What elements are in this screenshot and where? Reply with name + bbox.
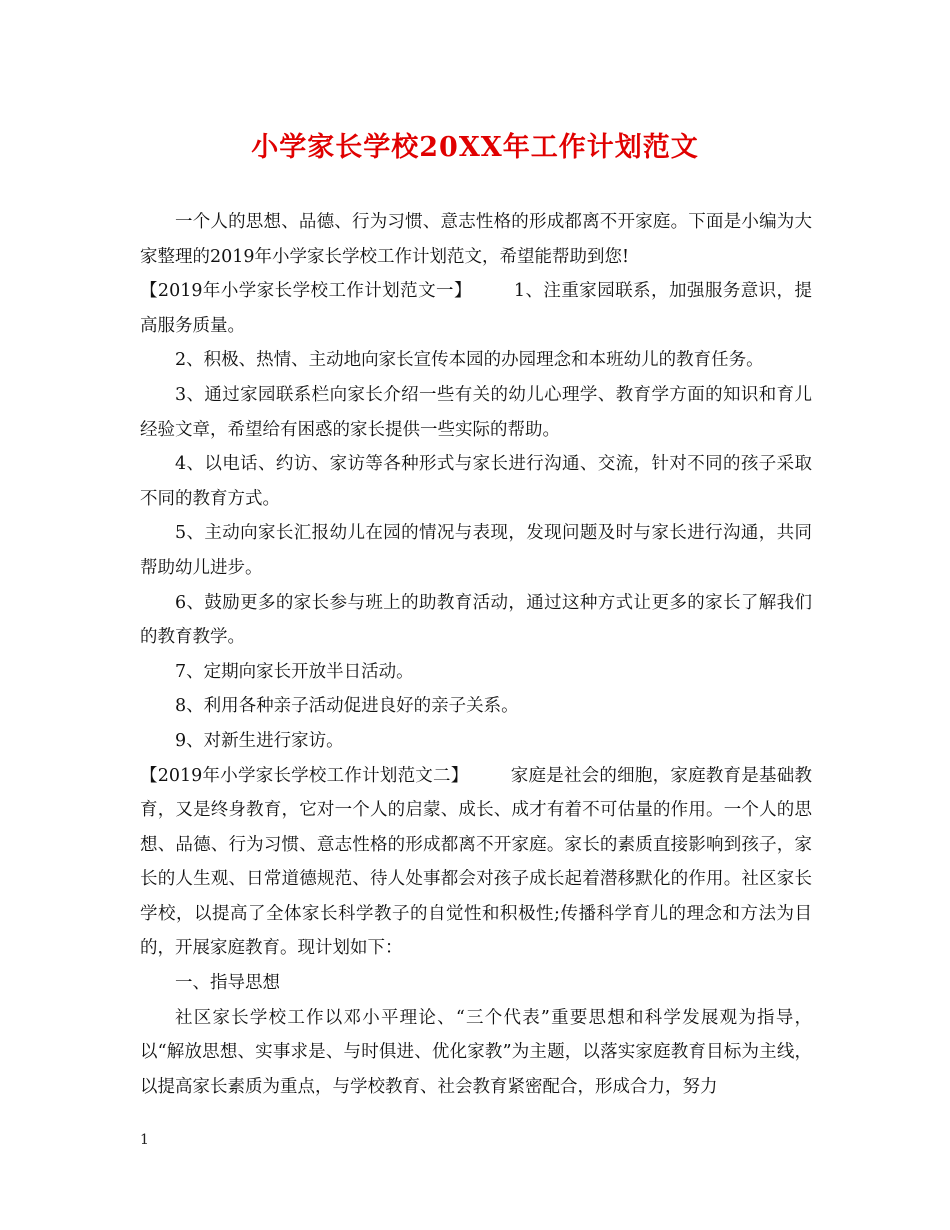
section2-heading: 【2019年小学家长学校工作计划范文二】 xyxy=(140,765,469,786)
intro-paragraph: 一个人的思想、品德、行为习惯、意志性格的形成都离不开家庭。下面是小编为大家整理的2019年小学家长学校工作计划范文，希望能帮助到您! xyxy=(140,212,812,267)
plan-item-5: 5、主动向家长汇报幼儿在园的情况与表现，发现问题及时与家长进行沟通，共同帮助幼儿进步。 xyxy=(140,523,812,578)
plan-item-9: 9、对新生进行家访。 xyxy=(175,730,344,751)
plan-item-8: 8、利用各种亲子活动促进良好的亲子关系。 xyxy=(175,696,519,717)
plan-item-4: 4、以电话、约访、家访等各种形式与家长进行沟通、交流，针对不同的孩子采取不同的教育方式。 xyxy=(140,454,812,509)
section1-heading: 【2019年小学家长学校工作计划范文一】 xyxy=(140,281,472,302)
guiding-paragraph: 社区家长学校工作以邓小平理论、“三个代表”重要思想和科学发展观为指导，以“解放思想、实事求是、与时俱进、优化家教”为主题，以落实家庭教育目标为主线，以提高家长素质为重点，与学校教育、社会教育紧密配合，形成合力，努力 xyxy=(140,1007,812,1097)
plan-item-7: 7、定期向家长开放半日活动。 xyxy=(175,661,414,682)
plan-item-1: 1、注重家园联系，加强服务意识，提高服务质量。 xyxy=(140,281,812,336)
document-title: 小学家长学校20XX年工作计划范文 xyxy=(251,132,699,163)
plan-item-6: 6、鼓励更多的家长参与班上的助教育活动，通过这种方式让更多的家长了解我们的教育教学。 xyxy=(140,592,812,648)
section2-paragraph xyxy=(140,759,812,967)
page-number: 1 xyxy=(140,1132,149,1148)
plan-item-2: 2、积极、热情、主动地向家长宣传本园的办园理念和本班幼儿的教育任务。 xyxy=(175,350,764,371)
document-body xyxy=(140,205,812,1104)
section2-text: 家庭是社会的细胞，家庭教育是基础教育，又是终身教育，它对一个人的启蒙、成长、成才有着不可估量的作用。一个人的思想、品德、行为习惯、意志性格的形成都离不开家庭。家长的素质直接影响到孩子，家长的人生观、日常道德规范、待人处事都会对孩子成长起着潜移默化的作用。社区家长学校，以提高了全体家长科学教子的自觉性和积极性;传播科学育儿的理念和方法为目的，开展家庭教育。现计划如下： xyxy=(140,765,812,959)
guiding-heading: 一、指导思想 xyxy=(175,973,280,994)
plan-item-3: 3、通过家园联系栏向家长介绍一些有关的幼儿心理学、教育学方面的知识和育儿经验文章，希望给有困惑的家长提供一些实际的帮助。 xyxy=(140,384,812,440)
section1-paragraph xyxy=(140,274,812,343)
